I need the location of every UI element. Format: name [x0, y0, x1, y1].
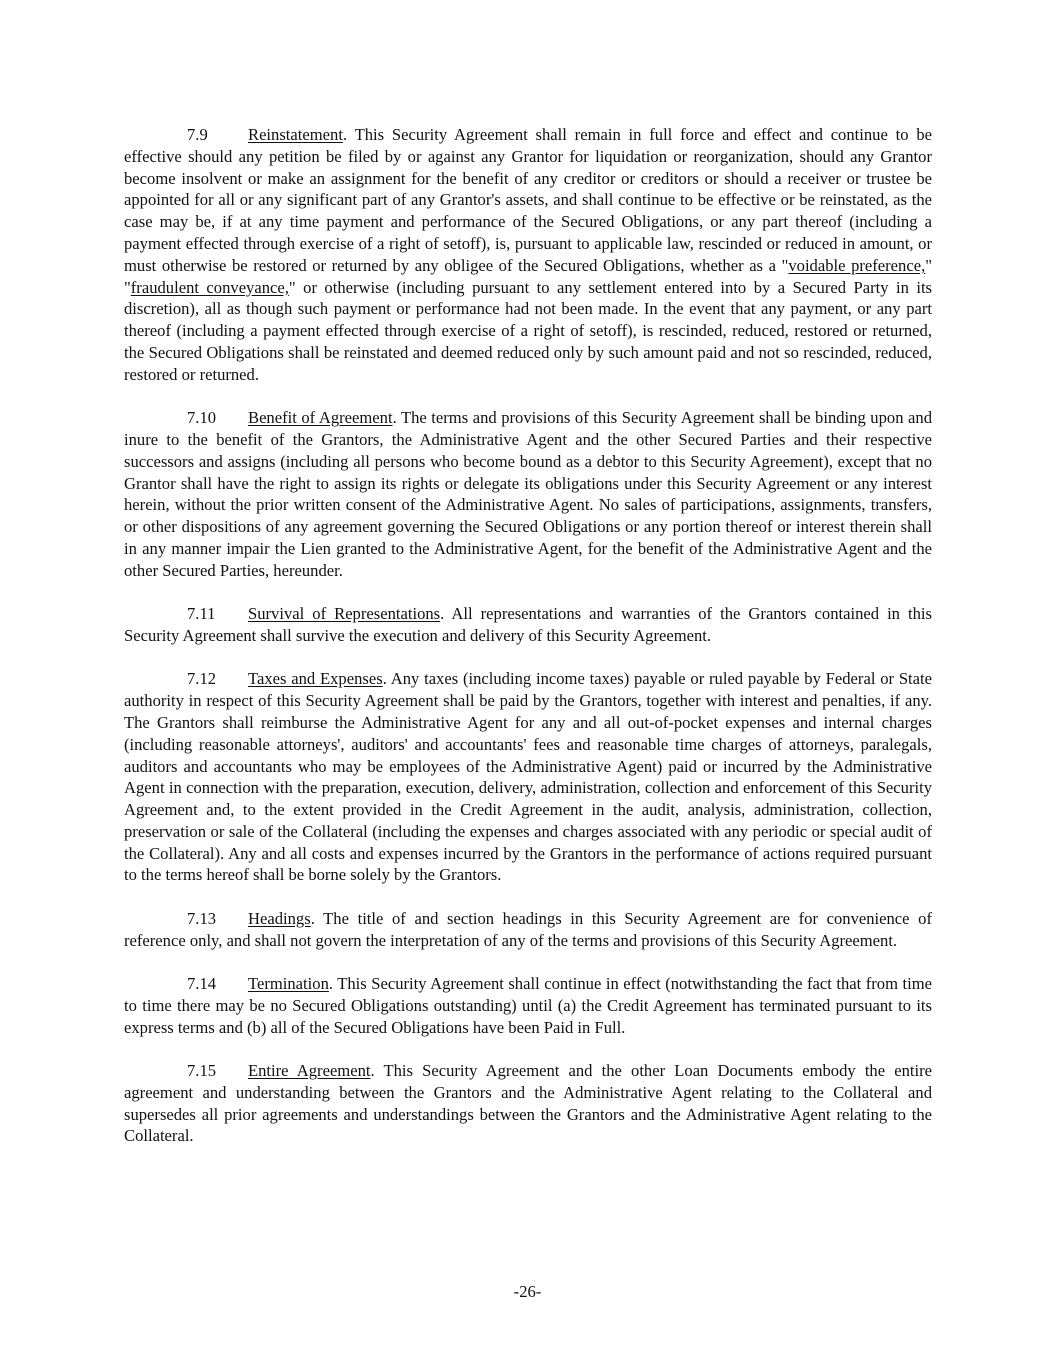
section-number: 7.15 [187, 1061, 217, 1081]
section-paragraph [124, 407, 932, 581]
section-paragraph [124, 124, 932, 386]
section-body: . This Security Agreement shall remain in full force and effect and continue to be effective should any petition be filed by or against any Grantor for liquidation or reorganization, should any Grantor become insolvent or make an assignment for the benefit of any creditor or creditors or should a receiver or trustee be appointed for all or any significant part of any Grantor's assets, and shall continue to be effective or be reinstated, as the case may be, if at any time payment and performance of the Secured Obligations, or any part thereof (including a payment effected through exercise of a right of setoff), is, pursuant to applicable law, rescinded or reduced in amount, or must otherwise be restored or returned by any obligee of the Secured Obligations, whether as a " [124, 125, 932, 275]
section-paragraph [124, 908, 932, 952]
section-7-11 [124, 603, 932, 647]
section-paragraph [124, 973, 932, 1038]
section-paragraph [124, 603, 932, 647]
section-heading: Reinstatement [248, 125, 343, 144]
defined-term: fraudulent conveyance, [130, 277, 289, 297]
section-paragraph [124, 1060, 932, 1147]
section-7-15 [124, 1060, 932, 1147]
section-body: . Any taxes (including income taxes) payable or ruled payable by Federal or State authority in respect of this Security Agreement shall be paid by the Grantors, together with interest and penalties, if any. The Grantors shall reimburse the Administrative Agent for any and all out-of-pocket expenses and internal charges (including reasonable attorneys', auditors' and accountants' fees and reasonable time charges of attorneys, paralegals, auditors and accountants who may be employees of the Administrative Agent) paid or incurred by the Administrative Agent in connection with the preparation, execution, delivery, administration, collection and enforcement of this Security Agreement and, to the extent provided in the Credit Agreement in the audit, analysis, administration, collection, preservation or sale of the Collateral (including the expenses and charges associated with any periodic or special audit of the Collateral). Any and all costs and expenses incurred by the Grantors in the performance of actions required pursuant to the terms hereof shall be borne solely by the Grantors. [124, 669, 933, 885]
section-body: . The terms and provisions of this Security Agreement shall be binding upon and inure to the benefit of the Grantors, the Administrative Agent and the other Secured Parties and their respective successors and assigns (including all persons who become bound as a debtor to this Security Agreement), except that no Grantor shall have the right to assign its rights or delegate its obligations under this Security Agreement or any interest herein, without the prior written consent of the Administrative Agent. No sales of participations, assignments, transfers, or other dispositions of any agreement governing the Secured Obligations or any portion thereof or interest therein shall in any manner impair the Lien granted to the Administrative Agent, for the benefit of the Administrative Agent and the other Secured Parties, hereunder. [124, 408, 932, 580]
section-number: 7.14 [187, 974, 217, 994]
section-heading: Entire Agreement [248, 1061, 371, 1081]
section-heading: Survival of Representations [248, 604, 441, 624]
section-7-13 [124, 908, 932, 952]
section-number: 7.10 [187, 408, 217, 428]
document-page [124, 124, 932, 1169]
section-body: . The title of and section headings in this Security Agreement are for convenience of reference only, and shall not govern the interpretation of any of the terms and provisions of this Security Agreement. [124, 908, 932, 950]
section-heading: Benefit of Agreement [248, 408, 393, 428]
section-7-10 [124, 407, 932, 581]
section-number: 7.13 [187, 908, 217, 928]
section-heading: Termination [248, 974, 329, 994]
section-body: " or otherwise (including pursuant to any settlement entered into by a Secured Party in its discretion), all as though such payment or performance had not been made. In the event that any payment, or any part thereof (including a payment effected through exercise of a right of setoff), is rescinded, reduced, restored or returned, the Secured Obligations shall be reinstated and deemed reduced only by such amount paid and not so rescinded, reduced, restored or returned. [124, 277, 933, 384]
page-number: -26- [513, 1282, 542, 1301]
section-number: 7.11 [187, 604, 216, 624]
section-7-14 [124, 973, 932, 1038]
section-7-9 [124, 124, 932, 386]
defined-term: voidable preference, [788, 255, 926, 275]
section-number: 7.9 [187, 125, 208, 144]
section-number: 7.12 [187, 669, 217, 689]
section-body: . This Security Agreement and the other Loan Documents embody the entire agreement and understanding between the Grantors and the Administrative Agent relating to the Collateral and supersedes all prior agreements and understandings between the Grantors and the Administrative Agent relating to the Collateral. [124, 1061, 933, 1146]
section-paragraph [124, 668, 932, 886]
section-heading: Taxes and Expenses [248, 669, 383, 689]
section-body: . This Security Agreement shall continue in effect (notwithstanding the fact that from time to time there may be no Secured Obligations outstanding) until (a) the Credit Agreement has terminated pursuant to its express terms and (b) all of the Secured Obligations have been Paid in Full. [124, 974, 932, 1037]
section-body: . All representations and warranties of the Grantors contained in this Security Agreement shall survive the execution and delivery of this Security Agreement. [124, 604, 932, 645]
section-heading: Headings [248, 908, 311, 928]
section-7-12 [124, 668, 932, 886]
section-body: " " [124, 255, 932, 297]
